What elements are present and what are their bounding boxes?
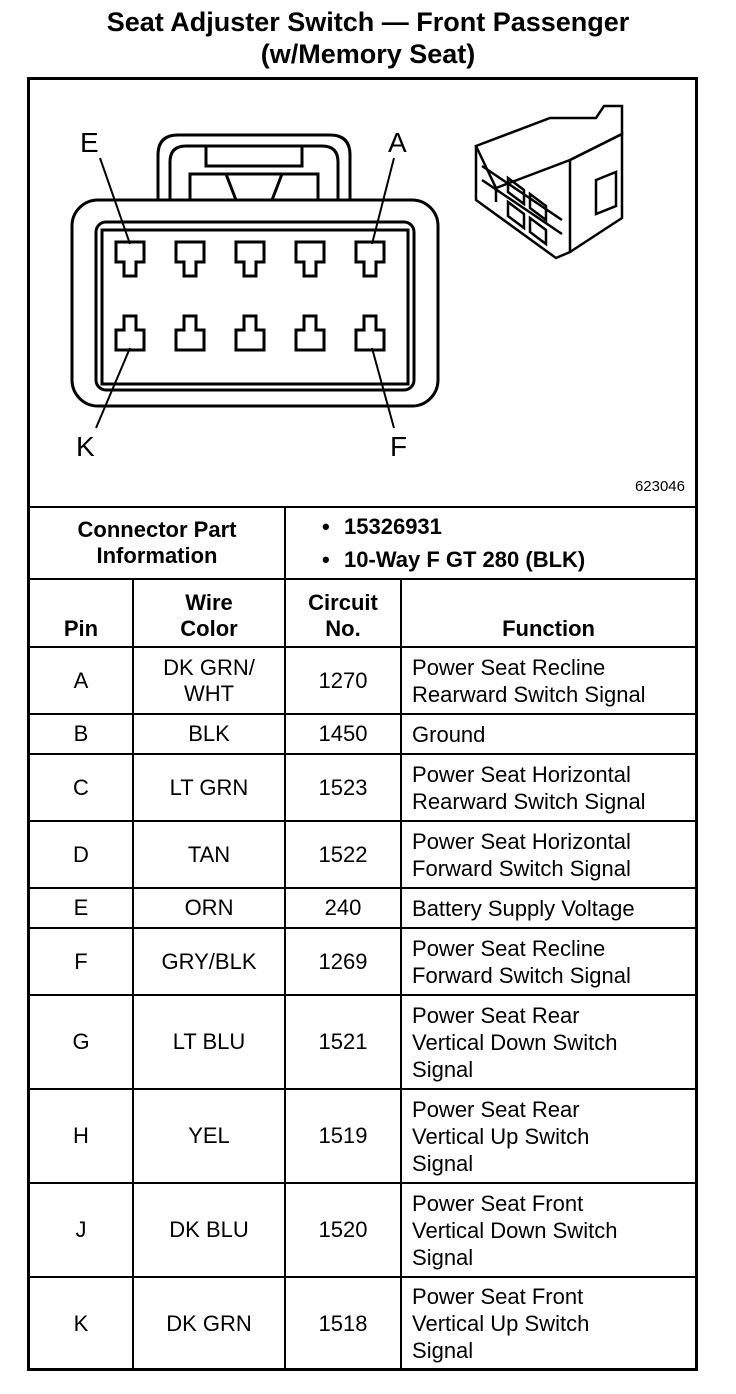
connector-isometric-view: [476, 80, 622, 258]
connector-info-item: • 15326931: [322, 514, 442, 539]
circuit-cell: 1521: [285, 995, 401, 1089]
function-cell: Power Seat Horizontal Rearward Switch Signal: [401, 754, 695, 821]
circuit-cell: 1270: [285, 647, 401, 714]
connector-info-row: [30, 507, 695, 579]
wire-color-cell: BLK: [133, 714, 285, 754]
pin-cell: H: [30, 1089, 133, 1183]
function-cell: Ground: [401, 714, 695, 754]
wire-color-cell: GRY/BLK: [133, 928, 285, 995]
terminal: [296, 242, 324, 276]
function-cell: Battery Supply Voltage: [401, 888, 695, 928]
connector-frame: [27, 77, 698, 1371]
table-row: [30, 821, 695, 888]
pin-cell: E: [30, 888, 133, 928]
page-subtitle: (w/Memory Seat): [260, 39, 476, 69]
function-cell: Power Seat Front Vertical Down Switch Signal: [401, 1183, 695, 1277]
terminal: [176, 242, 204, 276]
function-cell: Power Seat Recline Rearward Switch Signal: [401, 647, 695, 714]
terminal: [116, 316, 144, 350]
terminal-cavity-area: [102, 230, 408, 384]
connector-info-item: • 10-Way F GT 280 (BLK): [322, 547, 586, 572]
table-row: [30, 888, 695, 928]
pin-cell: K: [30, 1277, 133, 1369]
pin-cell: J: [30, 1183, 133, 1277]
wire-color-cell: LT GRN: [133, 754, 285, 821]
circuit-cell: 1450: [285, 714, 401, 754]
pin-label-a: A: [388, 127, 407, 158]
circuit-cell: 1522: [285, 821, 401, 888]
table-header-row: [30, 579, 695, 647]
circuit-cell: 1523: [285, 754, 401, 821]
figure-number: 623046: [634, 478, 685, 495]
connector-diagram: [30, 80, 695, 506]
table-row: [30, 928, 695, 995]
table-row: [30, 714, 695, 754]
terminal: [236, 316, 264, 350]
table-row: [30, 647, 695, 714]
pinout-table: [30, 506, 695, 1369]
wire-color-cell: DK GRN: [133, 1277, 285, 1369]
terminal: [296, 316, 324, 350]
terminal: [176, 316, 204, 350]
column-header-wire-color: Wire Color: [133, 579, 285, 647]
wire-color-cell: YEL: [133, 1089, 285, 1183]
column-header-circuit: Circuit No.: [285, 579, 401, 647]
table-row: [30, 1277, 695, 1369]
connector-info-list: [285, 507, 695, 579]
connector-info-label-line2: Information: [96, 543, 218, 568]
connector-face-diagram: [30, 80, 695, 506]
pin-cell: D: [30, 821, 133, 888]
terminal: [236, 242, 264, 276]
table-row: [30, 1089, 695, 1183]
column-header-function: Function: [401, 579, 695, 647]
terminal: [356, 316, 384, 350]
terminal: [356, 242, 384, 276]
wire-color-cell: LT BLU: [133, 995, 285, 1089]
pin-cell: G: [30, 995, 133, 1089]
connector-info-label: [30, 507, 285, 579]
wire-color-cell: ORN: [133, 888, 285, 928]
pin-cell: A: [30, 647, 133, 714]
table-row: [30, 995, 695, 1089]
circuit-cell: 1269: [285, 928, 401, 995]
terminal: [116, 242, 144, 276]
pin-label-k: K: [76, 431, 95, 462]
function-cell: Power Seat Rear Vertical Up Switch Signal: [401, 1089, 695, 1183]
pin-cell: C: [30, 754, 133, 821]
pin-label-f: F: [390, 431, 408, 462]
table-row: [30, 1183, 695, 1277]
leader-line-f: [372, 348, 394, 428]
wire-color-cell: DK GRN/ WHT: [133, 647, 285, 714]
function-cell: Power Seat Horizontal Forward Switch Signal: [401, 821, 695, 888]
page-title: Seat Adjuster Switch — Front Passenger: [106, 7, 630, 37]
circuit-cell: 1520: [285, 1183, 401, 1277]
circuit-cell: 1519: [285, 1089, 401, 1183]
circuit-cell: 240: [285, 888, 401, 928]
pin-cell: B: [30, 714, 133, 754]
bottom-terminal-row: [116, 316, 384, 350]
wire-color-cell: TAN: [133, 821, 285, 888]
function-cell: Power Seat Rear Vertical Down Switch Signal: [401, 995, 695, 1089]
table-row: [30, 754, 695, 821]
column-header-pin: Pin: [30, 579, 133, 647]
function-cell: Power Seat Front Vertical Up Switch Signal: [401, 1277, 695, 1369]
pin-label-e: E: [80, 127, 99, 158]
top-terminal-row: [116, 242, 384, 276]
wire-color-cell: DK BLU: [133, 1183, 285, 1277]
connector-info-label-line1: Connector Part: [77, 517, 237, 542]
function-cell: Power Seat Recline Forward Switch Signal: [401, 928, 695, 995]
circuit-cell: 1518: [285, 1277, 401, 1369]
pin-cell: F: [30, 928, 133, 995]
